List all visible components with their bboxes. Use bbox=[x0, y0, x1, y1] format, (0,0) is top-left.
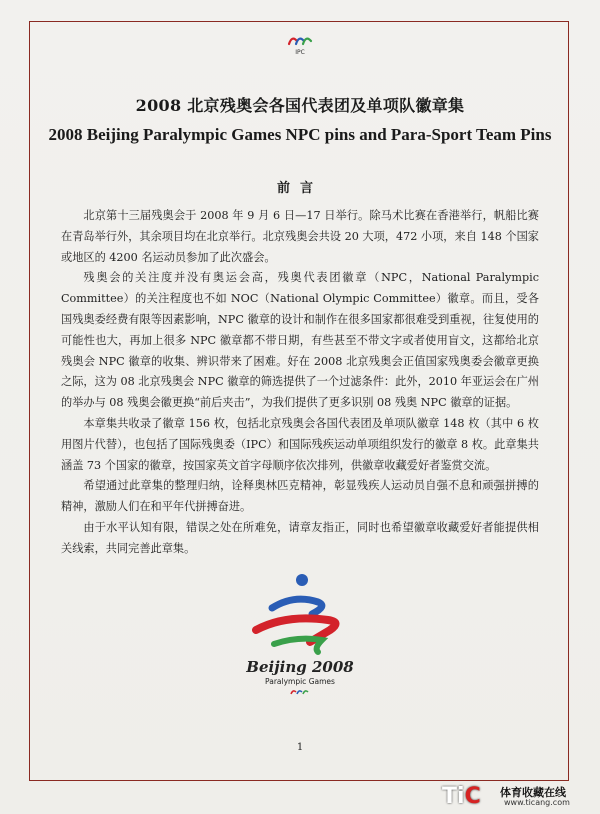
watermark-brand: TiC bbox=[442, 784, 481, 809]
watermark-name: 体育收藏在线 bbox=[500, 786, 566, 799]
logo-subtitle: Paralympic Games bbox=[265, 677, 335, 686]
paragraph: 本章集共收录了徽章 156 枚，包括北京残奥会各国代表团及单项队徽章 148 枚（其中 6 枚用图片代替），也包括了国际残奥委（IPC）和国际残疾运动单项组织发行的徽章 8 枚。此章集共涵盖 73 个国家的徽章，按国家英文首字母顺序依次排列，供徽章收藏爱好者鉴赏交流。 bbox=[61, 416, 539, 472]
paragraph: 希望通过此章集的整理归纳，诠释奥林匹克精神，彰显残疾人运动员自强不息和顽强拼搏的精神，激励人们在和平年代拼搏奋进。 bbox=[61, 479, 539, 514]
beijing-2008-paralympic-logo bbox=[244, 568, 356, 698]
title-chinese: 2008 北京残奥会各国代表团及单项队徽章集 bbox=[135, 96, 465, 115]
watermark-url: www.ticang.com bbox=[504, 798, 570, 807]
paragraph: 由于水平认知有限，错误之处在所难免，请章友指正，同时也希望徽章收藏爱好者能提供相关线索，共同完善此章集。 bbox=[61, 520, 539, 555]
watermark bbox=[442, 784, 592, 810]
page-number: 1 bbox=[296, 742, 304, 753]
paragraph: 残奥会的关注度并没有奥运会高，残奥代表团徽章（NPC，National Paralympic Committee）的关注程度也不如 NOC（National Olympic Committee）徽章。而且，受各国残奥委经费有限等因素影响，NPC 徽章的设计和制作在很多国家都很难受到重视，往复使用的可能性也大，再加上很多 NPC 徽章都不带日期，有些甚至不带文字或者使用盲文，这都给北京残奥会 NPC 徽章的收集、辨识带来了困难。好在 2008 北京残奥会正值国家残奥委会徽章更换之际，这为 08 北京残奥会 NPC 徽章的筛选提供了一个过滤条件：此外，2010 年亚运会在广州的举办与 08 残奥会徽更换“前后夹击”，为我们提供了更多识别 08 残奥 NPC 徽章的证据。 bbox=[61, 271, 539, 410]
paragraph: 北京第十三届残奥会于 2008 年 9 月 6 日—17 日举行。除马术比赛在香港举行，帆船比赛在青岛举行外，其余项目均在北京举行。北京残奥会共设 20 大项，472 小项，来自 148 个国家或地区的 4200 名运动员参加了此次盛会。 bbox=[61, 209, 539, 264]
preface-heading: 前言 bbox=[276, 181, 323, 196]
title-english: 2008 Beijing Paralympic Games NPC pins and Para-Sport Team Pins bbox=[48, 125, 552, 144]
ipc-agitos-icon bbox=[285, 32, 315, 56]
preface-body bbox=[61, 206, 539, 560]
logo-wordmark: Beijing 2008 bbox=[246, 658, 354, 676]
logo-head-icon bbox=[296, 574, 308, 586]
ipc-label: IPC bbox=[295, 49, 305, 56]
